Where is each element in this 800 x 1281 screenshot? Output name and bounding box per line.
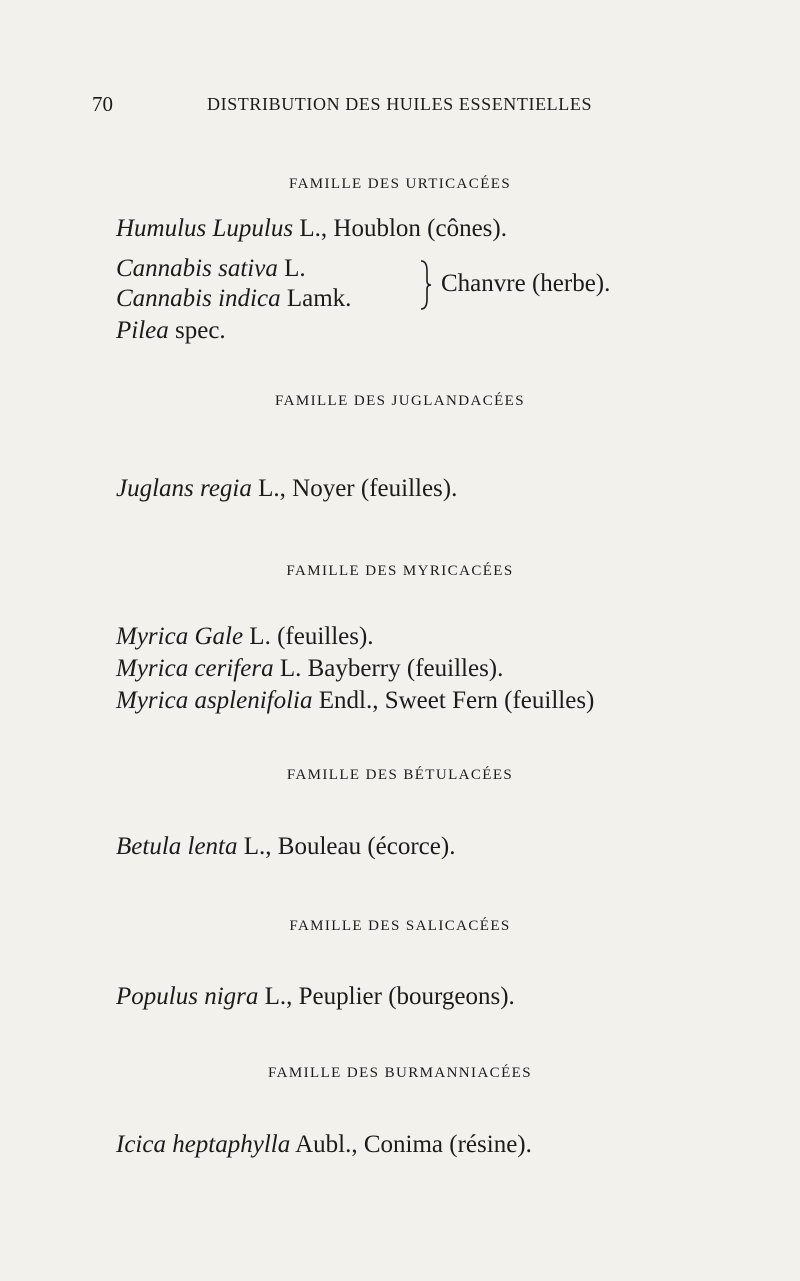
entry-humulus-lupulus — [116, 214, 507, 244]
running-header — [0, 92, 800, 122]
latin-name: Humulus Lupulus — [116, 215, 294, 242]
family-heading-burmanniacees: FAMILLE DES BURMANNIACÉES — [268, 1065, 532, 1081]
entry-text: L., Bouleau (écorce). — [237, 833, 456, 860]
brace-label-chanvre: Chanvre (herbe). — [441, 270, 611, 297]
entry-icica-heptaphylla — [116, 1130, 532, 1160]
latin-name: Cannabis sativa — [116, 255, 278, 282]
entry-text: L. — [277, 255, 306, 282]
entry-myrica-cerifera — [116, 654, 503, 684]
entry-text: L., Peuplier (bourgeons). — [258, 983, 515, 1010]
entry-text: Aubl., Conima (résine). — [290, 1131, 532, 1158]
latin-name: Juglans regia — [116, 475, 252, 502]
page-number: 70 — [92, 92, 113, 116]
latin-name: Populus nigra — [116, 983, 259, 1010]
latin-name: Myrica cerifera — [116, 655, 274, 682]
latin-name: Cannabis indica — [116, 285, 281, 312]
latin-name: Myrica Gale — [116, 623, 244, 650]
entry-betula-lenta — [116, 832, 455, 862]
entry-myrica-gale — [116, 622, 374, 652]
entry-juglans-regia — [116, 474, 457, 504]
entry-populus-nigra — [116, 982, 515, 1012]
latin-name: Betula lenta — [116, 833, 238, 860]
entry-text: spec. — [168, 317, 226, 344]
entry-cannabis-indica — [116, 285, 351, 313]
family-heading-myricacees: FAMILLE DES MYRICACÉES — [286, 563, 514, 579]
family-heading-salicacees: FAMILLE DES SALICACÉES — [289, 918, 511, 934]
entry-text: L. Bayberry (feuilles). — [273, 655, 504, 682]
entry-text: Lamk. — [280, 285, 352, 312]
entry-text: L. (feuilles). — [243, 623, 374, 650]
entry-text: L., Noyer (feuilles). — [251, 475, 458, 502]
running-title: DISTRIBUTION DES HUILES ESSENTIELLES — [207, 94, 593, 114]
entry-text: Endl., Sweet Fern (feuilles) — [312, 687, 595, 714]
latin-name: Pilea — [116, 317, 169, 344]
entry-cannabis-sativa — [116, 255, 306, 283]
family-heading-urticacees: FAMILLE DES URTICACÉES — [288, 176, 512, 192]
entry-text: L., Houblon (cônes). — [293, 215, 507, 242]
entry-pilea — [116, 316, 226, 346]
latin-name: Myrica asplenifolia — [116, 687, 313, 714]
right-brace-icon — [418, 259, 432, 311]
family-heading-juglandacees: FAMILLE DES JUGLANDACÉES — [275, 393, 525, 409]
latin-name: Icica heptaphylla — [116, 1131, 291, 1158]
family-heading-betulacees: FAMILLE DES BÉTULACÉES — [286, 767, 514, 783]
entry-myrica-asplenifolia — [116, 686, 594, 716]
